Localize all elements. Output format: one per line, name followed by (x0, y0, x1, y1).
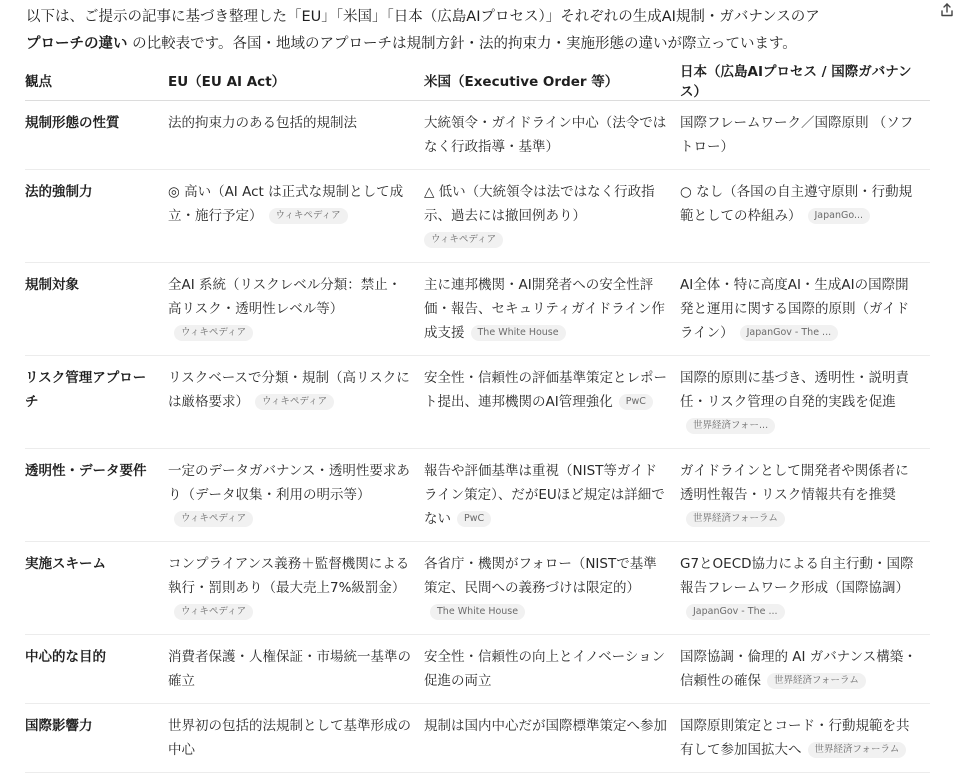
cell-us (424, 449, 680, 542)
source-chip[interactable]: 世界経済フォーラム (686, 511, 785, 527)
cell-text: △ 低い（大統領令は法ではなく行政指示、過去には撤回例あり） (424, 184, 655, 224)
row-label: 実施スキーム (25, 542, 168, 635)
row-label: 国際影響力 (25, 704, 168, 773)
table-row (25, 449, 930, 542)
cell-us (424, 542, 680, 635)
row-label: 法的強制力 (25, 170, 168, 263)
cell-text: 法的拘束力のある包括的規制法 (168, 115, 357, 131)
source-chip[interactable]: JapanGo... (808, 208, 871, 224)
source-chip[interactable]: 世界経済フォーラム (808, 742, 907, 758)
cell-eu (168, 356, 424, 449)
row-label: 規制対象 (25, 263, 168, 356)
table-row (25, 263, 930, 356)
intro-emphasis: プローチの違い (26, 36, 128, 52)
table-row (25, 704, 930, 773)
cell-text: 国際協調・倫理的 AI ガバナンス構築・信頼性の確保 (680, 649, 917, 689)
cell-text: リスクベースで分類・規制（高リスクには厳格要求） (168, 370, 410, 410)
cell-jp (680, 356, 930, 449)
source-chip[interactable]: JapanGov - The ... (686, 604, 785, 620)
cell-jp (680, 449, 930, 542)
row-label: 規制形態の性質 (25, 101, 168, 170)
row-label: 透明性・データ要件 (25, 449, 168, 542)
cell-jp (680, 170, 930, 263)
cell-us (424, 635, 680, 704)
header-aspect: 観点 (25, 60, 168, 101)
cell-eu (168, 704, 424, 773)
source-chip[interactable]: 世界経済フォー... (686, 418, 775, 434)
header-japan: 日本（広島AIプロセス / 国際ガバナンス） (680, 60, 930, 101)
cell-text: コンプライアンス義務＋監督機関による執行・罰則あり（最大売上7%級罰金） (168, 556, 410, 596)
source-chip[interactable]: ウィキペディア (174, 511, 253, 527)
cell-jp (680, 542, 930, 635)
source-chip[interactable]: JapanGov - The ... (740, 325, 839, 341)
cell-text: 規制は国内中心だが国際標準策定へ参加 (424, 718, 667, 734)
cell-eu (168, 635, 424, 704)
cell-text: ○ なし（各国の自主遵守原則・行動規範としての枠組み） (680, 184, 913, 224)
header-eu: EU（EU AI Act） (168, 60, 424, 101)
source-chip[interactable]: PwC (457, 511, 491, 527)
row-label: 中心的な目的 (25, 635, 168, 704)
source-chip[interactable]: ウィキペディア (255, 394, 334, 410)
table-row (25, 542, 930, 635)
intro-line1: 以下は、ご提示の記事に基づき整理した「EU」「米国」「日本（広島AIプロセス）」それぞれの生成AI規制・ガバナンスのア (26, 9, 820, 25)
cell-text: 主に連邦機関・AI開発者への安全性評価・報告、セキュリティガイドライン作成支援 (424, 277, 665, 341)
cell-jp (680, 704, 930, 773)
intro-paragraph (26, 4, 916, 58)
cell-jp (680, 101, 930, 170)
comparison-table (25, 60, 930, 773)
cell-text: 消費者保護・人権保証・市場統一基準の確立 (168, 649, 411, 689)
cell-eu (168, 449, 424, 542)
table-row (25, 356, 930, 449)
cell-eu (168, 542, 424, 635)
cell-us (424, 263, 680, 356)
source-chip[interactable]: ウィキペディア (269, 208, 348, 224)
source-chip[interactable]: The White House (430, 604, 525, 620)
cell-text: 安全性・信頼性の向上とイノベーション促進の両立 (424, 649, 666, 689)
cell-text: 各省庁・機関がフォロー（NISTで基準策定、民間への義務づけは限定的） (424, 556, 657, 596)
cell-us (424, 704, 680, 773)
row-label: リスク管理アプローチ (25, 356, 168, 449)
source-chip[interactable]: ウィキペディア (424, 232, 503, 248)
share-icon[interactable] (937, 0, 957, 20)
header-us: 米国（Executive Order 等） (424, 60, 680, 101)
source-chip[interactable]: ウィキペディア (174, 325, 253, 341)
cell-text: 報告や評価基準は重視（NIST等ガイドライン策定）、だがEUほど規定は詳細でない (424, 463, 665, 527)
table-row (25, 101, 930, 170)
cell-text: AI全体・特に高度AI・生成AIの国際開発と運用に関する国際的原則（ガイドライン） (680, 277, 910, 341)
cell-us (424, 101, 680, 170)
cell-eu (168, 263, 424, 356)
source-chip[interactable]: 世界経済フォーラム (767, 673, 866, 689)
cell-us (424, 356, 680, 449)
intro-line2: の比較表です。各国・地域のアプローチは規制方針・法的拘束力・実施形態の違いが際立っています。 (127, 36, 797, 52)
cell-text: G7とOECD協力による自主行動・国際報告フレームワーク形成（国際協調） (680, 556, 914, 596)
table-row (25, 170, 930, 263)
cell-text: 全AI 系統（リスクレベル分類：禁止・高リスク・透明性レベル等） (168, 277, 402, 317)
cell-eu (168, 170, 424, 263)
cell-text: 世界初の包括的法規制として基準形成の中心 (168, 718, 411, 758)
cell-text: 国際原則策定とコード・行動規範を共有して参加国拡大へ (680, 718, 910, 758)
cell-us (424, 170, 680, 263)
cell-text: 大統領令・ガイドライン中心（法令ではなく行政指導・基準） (424, 115, 667, 155)
cell-eu (168, 101, 424, 170)
cell-text: 一定のデータガバナンス・透明性要求あり（データ収集・利用の明示等） (168, 463, 410, 503)
table-row (25, 635, 930, 704)
cell-jp (680, 635, 930, 704)
source-chip[interactable]: The White House (471, 325, 566, 341)
cell-jp (680, 263, 930, 356)
source-chip[interactable]: PwC (619, 394, 653, 410)
cell-text: 国際的原則に基づき、透明性・説明責任・リスク管理の自発的実践を促進 (680, 370, 909, 410)
cell-text: 国際フレームワーク／国際原則 （ソフトロー） (680, 115, 914, 155)
cell-text: ガイドラインとして開発者や関係者に透明性報告・リスク情報共有を推奨 (680, 463, 909, 503)
source-chip[interactable]: ウィキペディア (174, 604, 253, 620)
table-header-row (25, 60, 930, 101)
cell-text: 安全性・信頼性の評価基準策定とレポート提出、連邦機関のAI管理強化 (424, 370, 667, 410)
cell-text: ◎ 高い（AI Act は正式な規制として成立・施行予定） (168, 184, 404, 224)
